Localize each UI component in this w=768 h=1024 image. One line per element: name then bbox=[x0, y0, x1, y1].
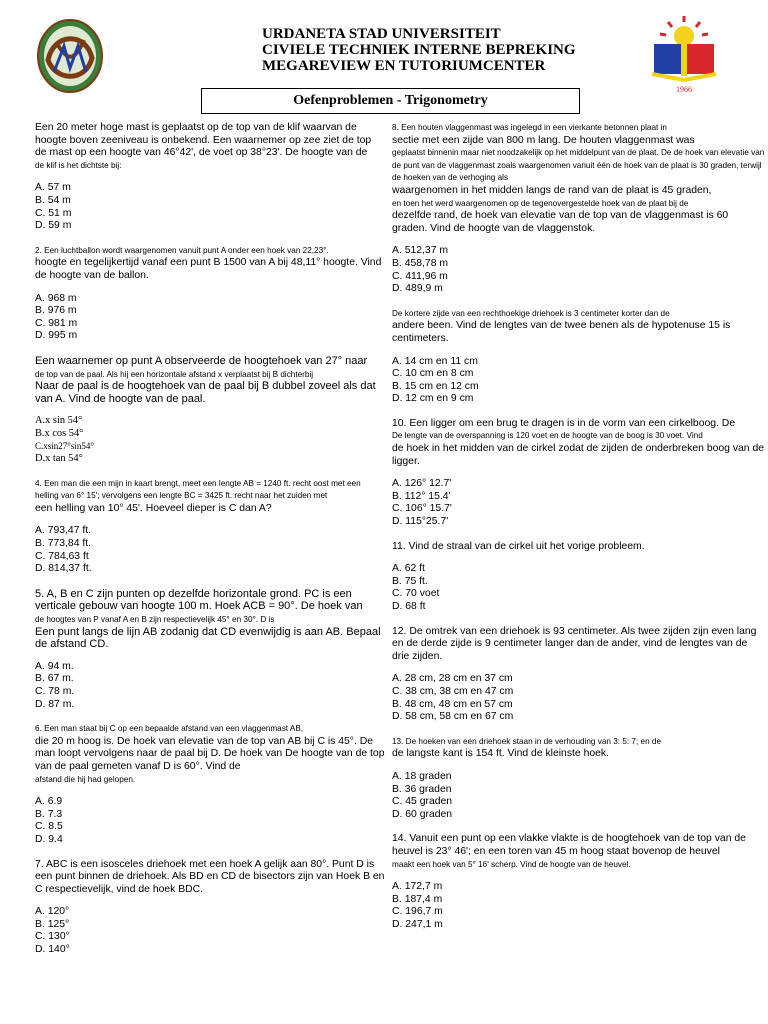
question-text: hoogte en tegelijkertijd vanaf een punt B 1500 van A bij 48,11° hoogte. Vind de hoogte van de ballon. bbox=[35, 257, 382, 281]
choice-d[interactable]: D. 9.4 bbox=[35, 833, 63, 845]
choice-b[interactable]: B. 75 ft. bbox=[392, 575, 428, 587]
worksheet-title: Oefenproblemen - Trigonometry bbox=[201, 88, 580, 114]
question-10 bbox=[392, 418, 766, 529]
answer-choices bbox=[392, 881, 766, 931]
choice-d[interactable]: D. 140° bbox=[35, 944, 70, 956]
question-text-cont: Een punt langs de lijn AB zodanig dat CD evenwijdig is aan AB. Bepaal de afstand CD. bbox=[35, 625, 381, 651]
question-8 bbox=[392, 122, 766, 296]
answer-choices bbox=[392, 478, 766, 528]
choice-c[interactable]: C. 130° bbox=[35, 931, 70, 943]
choice-d[interactable]: D. 60 graden bbox=[392, 808, 453, 820]
question-text-small-3: en toen het werd waargenomen op de tegenovergestelde hoek van de plaat bij de bbox=[392, 198, 689, 208]
question-text-3: dezelfde rand, de hoek van elevatie van de top van de vlaggenmast is 60 graden. Vind de hoogte van de vlaggenstok. bbox=[392, 210, 729, 234]
choice-d[interactable]: D. 87 m. bbox=[35, 698, 75, 710]
header-line-3: MEGAREVIEW EN TUTORIUMCENTER bbox=[262, 58, 546, 74]
choice-a[interactable]: A. 28 cm, 28 cm en 37 cm bbox=[392, 673, 513, 685]
question-text: 7. ABC is een isosceles driehoek met een hoek A gelijk aan 80°. Punt D is een punt binnen de driehoek. Als BD en CD de bisectors zijn van Hoek B en C respectievelijk, vind de hoek BDC. bbox=[35, 858, 385, 895]
logo-year: 1966 bbox=[676, 85, 692, 94]
choice-b[interactable]: B. 7.3 bbox=[35, 808, 63, 820]
answer-choices bbox=[35, 661, 385, 711]
answer-choices bbox=[392, 356, 766, 406]
choice-a[interactable]: A. 968 m bbox=[35, 292, 77, 304]
choice-c[interactable]: C. 51 m bbox=[35, 207, 72, 219]
choice-b[interactable]: B. 187,4 m bbox=[392, 893, 443, 905]
question-text: sectie met een zijde van 800 m lang. De houten vlaggenmast was bbox=[392, 134, 695, 146]
university-seal-logo bbox=[34, 12, 106, 96]
question-text: die 20 m hoog is. De hoek van elevatie van de top van AB bij C is 45°. De man loopt vervolgens naar de paal bij D. De hoek van De hoogte van de top van de paal gemeten vanaf D is 60°. Vind de bbox=[35, 735, 385, 772]
question-text-small-2: geplaatst binnenin maar niet noodzakelijk op het middelpunt van de plaat. De de hoek van elevatie van de punt van de vlaggenmast zoals waargenomen vanuit één de hoek van de plaat is 30 graden, terwijl de hoeken van de verhoging als bbox=[392, 148, 765, 183]
page-header bbox=[0, 0, 768, 118]
answer-choices bbox=[35, 415, 385, 465]
question-text-small: 4. Een man die een mijn in kaart brengt, meet een lengte AB = 1240 ft. recht oost met een helling van 6° 15'; vervolgens een lengte BC = 3425 ft. recht naar het zuiden met bbox=[35, 478, 361, 501]
right-column bbox=[392, 122, 766, 943]
header-titles bbox=[262, 26, 576, 74]
question-text-small: De lengte van de overspanning is 120 voet en de hoogte van de boog is 30 voet. Vind bbox=[392, 431, 703, 441]
choice-c[interactable]: C. 981 m bbox=[35, 317, 78, 329]
choice-d[interactable]: D. 814,37 ft. bbox=[35, 563, 92, 575]
answer-choices bbox=[392, 673, 766, 723]
question-13 bbox=[392, 736, 766, 822]
question-text-small: De kortere zijde van een rechthoekige driehoek is 3 centimeter korter dan de bbox=[392, 308, 670, 318]
question-7 bbox=[35, 859, 385, 957]
answer-choices bbox=[392, 771, 766, 821]
question-1 bbox=[35, 122, 385, 233]
left-column bbox=[35, 122, 385, 969]
question-text-cont: de hoek in het midden van de cirkel zodat de zijden de onderbreken boog van de ligger. bbox=[392, 443, 765, 467]
question-text-small: de klif is het dichtste bij: bbox=[35, 160, 122, 170]
question-text-small: 13. De hoeken van een driehoek staan in de verhouding van 3: 5: 7; en de bbox=[392, 736, 662, 746]
question-4 bbox=[35, 478, 385, 576]
header-line-2: CIVIELE TECHNIEK INTERNE BEPREKING bbox=[262, 42, 576, 58]
answer-choices bbox=[392, 245, 766, 295]
choice-c[interactable]: C. 411,96 m bbox=[392, 270, 448, 282]
question-text-cont: Naar de paal is de hoogtehoek van de paal bij B dubbel zoveel als dat van A. Vind de hoogte van de paal. bbox=[35, 380, 376, 405]
choice-d[interactable]: D. 12 cm en 9 cm bbox=[392, 393, 474, 405]
choice-b[interactable]: B.x cos 54° bbox=[35, 427, 84, 439]
answer-choices bbox=[35, 182, 385, 232]
question-6 bbox=[35, 723, 385, 846]
question-text: Een waarnemer op punt A observeerde de hoogtehoek van 27° naar bbox=[35, 354, 368, 367]
answer-choices bbox=[35, 906, 385, 956]
question-text: een helling van 10° 45'. Hoeveel dieper is C dan A? bbox=[35, 502, 272, 514]
answer-choices bbox=[35, 796, 385, 846]
question-text-2: waargenomen in het midden langs de rand van de plaat is 45 graden, bbox=[392, 184, 712, 196]
choice-b[interactable]: B. 36 graden bbox=[392, 783, 452, 795]
question-text: 12. De omtrek van een driehoek is 93 centimeter. Als twee zijden zijn even lang en de derde zijde is 9 centimeter langer dan de ander, vind de lengtes van de drie zijden. bbox=[392, 625, 757, 662]
choice-d[interactable]: D. 58 cm, 58 cm en 67 cm bbox=[392, 711, 514, 723]
choice-d[interactable]: D. 115°25.7' bbox=[392, 516, 449, 528]
choice-a[interactable]: A. 120° bbox=[35, 906, 70, 918]
question-text: andere been. Vind de lengtes van de twee benen als de hypotenuse 15 is centimeters. bbox=[392, 320, 731, 344]
choice-a[interactable]: A. 57 m bbox=[35, 182, 71, 194]
choice-c[interactable]: C. 8.5 bbox=[35, 821, 63, 833]
choice-a[interactable]: A. 14 cm en 11 cm bbox=[392, 355, 478, 367]
choice-c[interactable]: C. 196,7 m bbox=[392, 906, 443, 918]
question-5 bbox=[35, 588, 385, 711]
question-text: 14. Vanuit een punt op een vlakke vlakte is de hoogtehoek van de top van de heuvel is 23° 46'; en een toren van 45 m hoog staat bovenop de heuvel bbox=[392, 833, 746, 857]
choice-b[interactable]: B. 48 cm, 48 cm en 57 cm bbox=[392, 698, 513, 710]
question-text: Een 20 meter hoge mast is geplaatst op de top van de klif waarvan de hoogte boven zeeniveau is onbekend. Een waarnemer op zee ziet de top de mast op een hoogte van 46°42', de voet op 38°23'. De hoogte van de bbox=[35, 122, 372, 159]
choice-a[interactable]: A. 793,47 ft. bbox=[35, 525, 92, 537]
choice-a[interactable]: A. 126° 12.7' bbox=[392, 478, 452, 490]
choice-a[interactable]: A. 6.9 bbox=[35, 796, 63, 808]
center-logo bbox=[646, 14, 722, 98]
question-text-small: de hoogtes van P vanaf A en B zijn respectievelijk 45° en 30°. D is bbox=[35, 615, 275, 624]
choice-b[interactable]: B. 67 m. bbox=[35, 673, 74, 685]
question-3 bbox=[35, 355, 385, 466]
choice-b[interactable]: B. 458,78 m bbox=[392, 257, 449, 269]
question-text-small: de top van de paal. Als hij een horizontale afstand x verplaatst bij B dichterbij bbox=[35, 369, 314, 379]
choice-b[interactable]: B. 976 m bbox=[35, 305, 77, 317]
header-line-1: URDANETA STAD UNIVERSITEIT bbox=[262, 26, 501, 42]
question-text-small-2: afstand die hij had gelopen. bbox=[35, 774, 136, 784]
question-text-small: 6. Een man staat bij C op een bepaalde afstand van een vlaggenmast AB, bbox=[35, 724, 304, 734]
question-9 bbox=[392, 308, 766, 406]
choice-b[interactable]: B. 54 m bbox=[35, 194, 71, 206]
choice-a[interactable]: A. 62 ft bbox=[392, 563, 425, 575]
choice-c[interactable]: C. 78 m. bbox=[35, 685, 75, 697]
choice-c[interactable]: C. 45 graden bbox=[392, 796, 453, 808]
choice-b[interactable]: B. 125° bbox=[35, 918, 70, 930]
choice-a[interactable]: A. 94 m. bbox=[35, 660, 74, 672]
question-text: 11. Vind de straal van de cirkel uit het vorige probleem. bbox=[392, 540, 645, 552]
choice-d[interactable]: D. 995 m bbox=[35, 330, 78, 342]
answer-choices bbox=[35, 293, 385, 343]
choice-b[interactable]: B. 112° 15.4' bbox=[392, 490, 451, 502]
question-text-small: 2. Een luchtballon wordt waargenomen vanuit punt A onder een hoek van 22,23°. bbox=[35, 245, 329, 255]
choice-b[interactable]: B. 773,84 ft. bbox=[35, 538, 92, 550]
question-text: 10. Een ligger om een brug te dragen is in de vorm van een cirkelboog. De bbox=[392, 417, 736, 429]
choice-d[interactable]: D. 247,1 m bbox=[392, 918, 443, 930]
question-text: 5. A, B en C zijn punten op dezelfde horizontale grond. PC is een verticale gebouw van hoogte 100 m. Hoek ACB = 90°. De hoek van bbox=[35, 587, 363, 613]
choice-d[interactable]: D.x tan 54° bbox=[35, 453, 83, 465]
choice-d[interactable]: D. 59 m bbox=[35, 220, 72, 232]
question-12 bbox=[392, 626, 766, 724]
choice-c[interactable]: C. 784,63 ft bbox=[35, 550, 89, 562]
choice-d[interactable]: D. 68 ft bbox=[392, 601, 426, 612]
answer-choices bbox=[392, 563, 766, 613]
question-text-small: maakt een hoek van 5° 16' scherp. Vind de hoogte van de heuvel. bbox=[392, 859, 631, 869]
choice-c[interactable]: C. 70 voet bbox=[392, 588, 440, 600]
question-14 bbox=[392, 833, 766, 931]
choice-b[interactable]: B. 15 cm en 12 cm bbox=[392, 380, 479, 392]
question-text: de langste kant is 154 ft. Vind de kleinste hoek. bbox=[392, 748, 610, 760]
question-11 bbox=[392, 541, 766, 614]
choice-a[interactable]: A.x sin 54° bbox=[35, 415, 83, 427]
question-2 bbox=[35, 245, 385, 343]
question-text-small: 8. Een houten vlaggenmast was ingelegd in een vierkante betonnen plaat in bbox=[392, 123, 667, 132]
answer-choices bbox=[35, 525, 385, 575]
choice-c[interactable]: C. 10 cm en 8 cm bbox=[392, 368, 474, 380]
choice-a[interactable]: A. 512,37 m bbox=[392, 245, 449, 257]
choice-a[interactable]: A. 18 graden bbox=[392, 770, 452, 782]
choice-c[interactable]: C.xsin27°sin54° bbox=[35, 441, 94, 452]
choice-c[interactable]: C. 38 cm, 38 cm en 47 cm bbox=[392, 685, 514, 697]
choice-c[interactable]: C. 106° 15.7' bbox=[392, 503, 452, 515]
choice-d[interactable]: D. 489,9 m bbox=[392, 283, 443, 295]
choice-a[interactable]: A. 172,7 m bbox=[392, 881, 443, 893]
